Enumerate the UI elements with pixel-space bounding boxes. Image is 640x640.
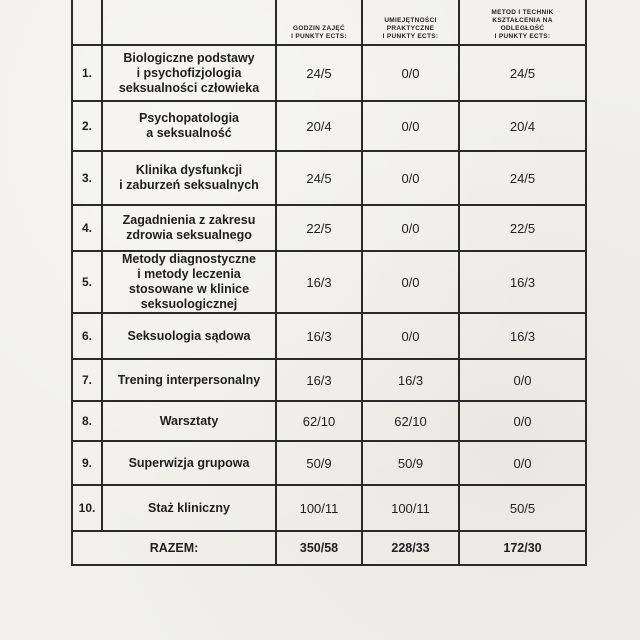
practical-ects: 0/0 (362, 45, 459, 101)
table-row (72, 151, 586, 205)
row-number: 10. (72, 485, 102, 531)
row-number: 5. (72, 251, 102, 313)
remote-ects: 24/5 (459, 151, 586, 205)
ects-table (71, 0, 587, 566)
practical-ects: 100/11 (362, 485, 459, 531)
course-name: Klinika dysfunkcji i zaburzeń seksualnych (102, 151, 276, 205)
hours-ects: 62/10 (276, 401, 362, 441)
remote-ects: 16/3 (459, 313, 586, 359)
hours-ects: 22/5 (276, 205, 362, 251)
table-row (72, 205, 586, 251)
hours-ects: 100/11 (276, 485, 362, 531)
remote-ects: 16/3 (459, 251, 586, 313)
hours-ects: 50/9 (276, 441, 362, 485)
header-remote-methods-ects: METOD I TECHNIK KSZTAŁCENIA NA ODLEGŁOŚĆ I PUNKTY ECTS: (459, 0, 586, 45)
hours-ects: 16/3 (276, 251, 362, 313)
row-number: 1. (72, 45, 102, 101)
course-name: Warsztaty (102, 401, 276, 441)
practical-ects: 50/9 (362, 441, 459, 485)
table-row (72, 401, 586, 441)
row-number: 6. (72, 313, 102, 359)
row-number: 2. (72, 101, 102, 151)
header-row (72, 0, 586, 45)
total-practical-ects: 228/33 (362, 531, 459, 565)
table-row (72, 485, 586, 531)
course-name: Metody diagnostyczne i metody leczenia stosowane w klinice seksuologicznej (102, 251, 276, 313)
course-name: Trening interpersonalny (102, 359, 276, 401)
header-lp (72, 0, 102, 45)
table-row (72, 251, 586, 313)
header-hours-ects: GODZIN ZAJĘĆ I PUNKTY ECTS: (276, 0, 362, 45)
practical-ects: 0/0 (362, 205, 459, 251)
course-name: Biologiczne podstawy i psychofizjologia seksualności człowieka (102, 45, 276, 101)
hours-ects: 20/4 (276, 101, 362, 151)
table-row (72, 441, 586, 485)
hours-ects: 16/3 (276, 313, 362, 359)
remote-ects: 0/0 (459, 401, 586, 441)
practical-ects: 16/3 (362, 359, 459, 401)
row-number: 7. (72, 359, 102, 401)
practical-ects: 0/0 (362, 151, 459, 205)
remote-ects: 20/4 (459, 101, 586, 151)
remote-ects: 0/0 (459, 441, 586, 485)
course-name: Zagadnienia z zakresu zdrowia seksualnego (102, 205, 276, 251)
course-name: Staż kliniczny (102, 485, 276, 531)
table-row (72, 359, 586, 401)
course-name: Superwizja grupowa (102, 441, 276, 485)
hours-ects: 16/3 (276, 359, 362, 401)
practical-ects: 0/0 (362, 101, 459, 151)
practical-ects: 0/0 (362, 251, 459, 313)
total-label: RAZEM: (72, 531, 276, 565)
course-name: Psychopatologia a seksualność (102, 101, 276, 151)
remote-ects: 24/5 (459, 45, 586, 101)
remote-ects: 0/0 (459, 359, 586, 401)
total-remote-ects: 172/30 (459, 531, 586, 565)
practical-ects: 0/0 (362, 313, 459, 359)
remote-ects: 50/5 (459, 485, 586, 531)
row-number: 9. (72, 441, 102, 485)
table-row (72, 45, 586, 101)
table-row (72, 313, 586, 359)
row-number: 3. (72, 151, 102, 205)
header-practical-skills-ects: UMIEJĘTNOŚCI PRAKTYCZNE I PUNKTY ECTS: (362, 0, 459, 45)
total-hours-ects: 350/58 (276, 531, 362, 565)
hours-ects: 24/5 (276, 151, 362, 205)
remote-ects: 22/5 (459, 205, 586, 251)
header-name (102, 0, 276, 45)
row-number: 4. (72, 205, 102, 251)
practical-ects: 62/10 (362, 401, 459, 441)
row-number: 8. (72, 401, 102, 441)
table-row (72, 101, 586, 151)
total-row (72, 531, 586, 565)
hours-ects: 24/5 (276, 45, 362, 101)
course-name: Seksuologia sądowa (102, 313, 276, 359)
